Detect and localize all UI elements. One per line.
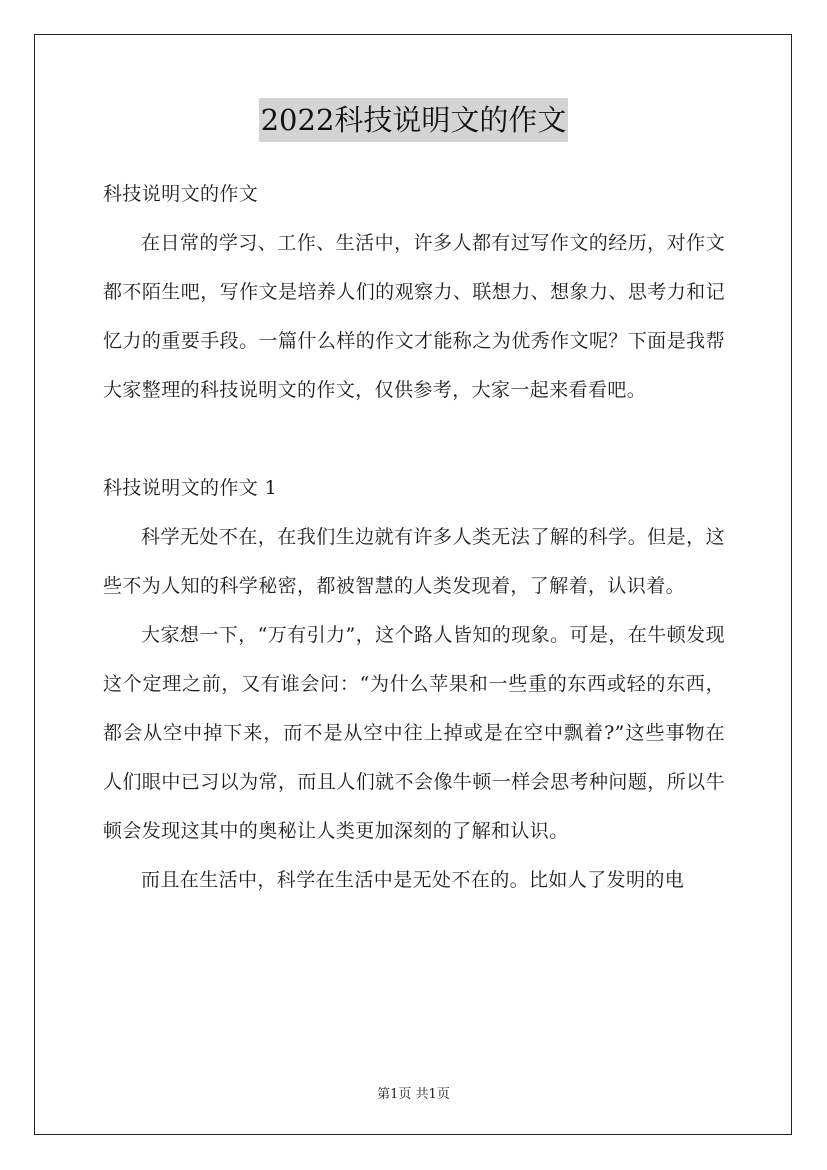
intro-paragraph: 在日常的学习、工作、生活中，许多人都有过写作文的经历，对作文都不陌生吧，写作文是培养人们的观察力、联想力、想象力、思考力和记忆力的重要手段。一篇什么样的作文才能称之为优秀作文呢？下面是我帮大家整理的科技说明文的作文，仅供参考，大家一起来看看吧。	[103, 232, 725, 401]
page-number: 第1页 共1页	[377, 1087, 450, 1102]
document-title: 2022科技说明文的作文	[259, 98, 569, 142]
body-paragraph-2: 大家想一下，“万有引力”，这个路人皆知的现象。可是，在牛顿发现这个定理之前，又有谁会问：“为什么苹果和一些重的东西或轻的东西，都会从空中掉下来，而不是从空中往上掉或是在空中飘着?”这些事物在人们眼中已习以为常，而且人们就不会像牛顿一样会思考种问题，所以牛顿会发现这其中的奥秘让人类更加深刻的了解和认识。	[103, 624, 725, 842]
document-body	[103, 170, 725, 905]
page-footer	[0, 1083, 827, 1102]
title-container	[0, 98, 827, 142]
section-heading-main: 科技说明文的作文	[103, 183, 259, 205]
body-paragraph-1: 科学无处不在，在我们生边就有许多人类无法了解的科学。但是，这些不为人知的科学秘密，都被智慧的人类发现着，了解着，认识着。	[103, 526, 725, 597]
body-paragraph-3: 而且在生活中，科学在生活中是无处不在的。比如人了发明的电	[141, 869, 685, 891]
paragraph-gap	[103, 415, 725, 464]
section-heading-1: 科技说明文的作文 1	[103, 477, 278, 499]
